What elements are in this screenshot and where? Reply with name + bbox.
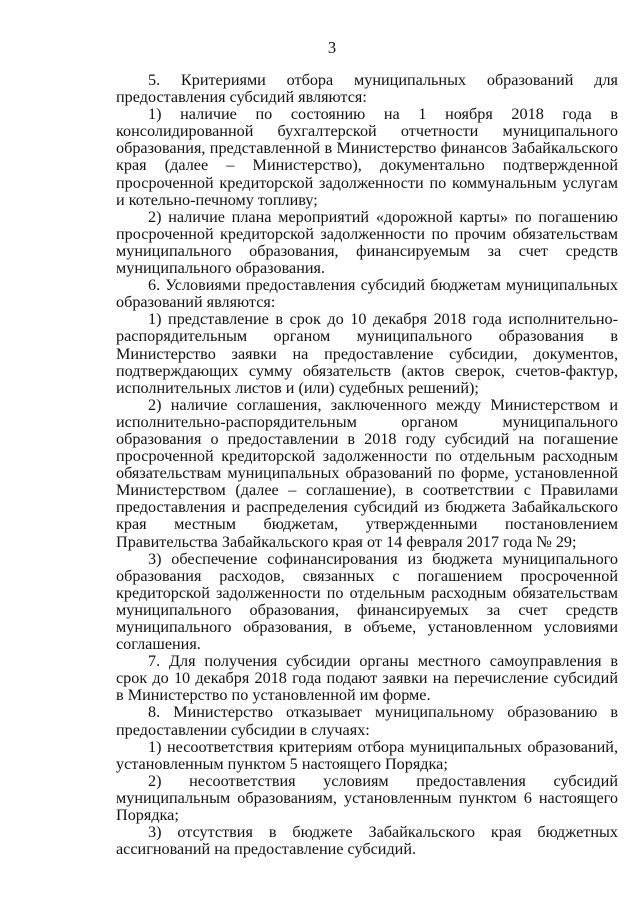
paragraph-5-item-1: 1) наличие по состоянию на 1 ноября 2018 года в консолидированной бухгалтерской отчетности муниципального образования, представленной в Министерство финансов Забайкальского края (далее – Министерство), документально подтвержденной просроченной кредиторской задолженности по коммунальным услугам и котельно-печному топливу; — [116, 105, 618, 209]
document-body — [116, 72, 618, 858]
paragraph-8-refusal: 8. Министерство отказывает муниципальному образованию в предоставлении субсидии в случаях: — [116, 703, 618, 739]
paragraph-6-item-2: 2) наличие соглашения, заключенного между Министерством и исполнительно-распорядительным органом муниципального образования о предоставлении в 2018 году субсидий на погашение просроченной кредиторской задолженности по отдельным расходным обязательствам муниципальных образований по форме, установленной Министерством (далее – соглашение), в соответствии с Правилами предоставления и распределения субсидий из бюджета Забайкальского края местным бюджетам, утвержденными постановлением Правительства Забайкальского края от 14 февраля 2017 года № 29; — [116, 395, 618, 551]
paragraph-8-item-1: 1) несоответствия критериям отбора муниципальных образований, установленным пунктом 5 настоящего Порядка; — [116, 737, 618, 773]
paragraph-8-item-3: 3) отсутствия в бюджете Забайкальского края бюджетных ассигнований на предоставление субсидий. — [116, 823, 618, 859]
paragraph-5-item-2: 2) наличие плана мероприятий «дорожной карты» по погашению просроченной кредиторской задолженности по прочим обязательствам муниципального образования, финансируемым за счет средств муниципального образования. — [116, 207, 618, 278]
page-number: 3 — [327, 38, 337, 57]
paragraph-7-application: 7. Для получения субсидии органы местного самоуправления в срок до 10 декабря 2018 года подают заявки на перечисление субсидий в Министерство по установленной им форме. — [116, 652, 618, 705]
paragraph-6-item-1: 1) представление в срок до 10 декабря 2018 года исполнительно-распорядительным органом муниципального образования в Министерство заявки на предоставление субсидии, документов, подтверждающих сумму обязательств (актов сверок, счетов-фактур, исполнительных листов и (или) судебных решений); — [116, 310, 618, 397]
paragraph-8-item-2: 2) несоответствия условиям предоставления субсидий муниципальным образованиям, установленным пунктом 6 настоящего Порядка; — [116, 771, 618, 825]
paragraph-6-conditions: 6. Условиями предоставления субсидий бюджетам муниципальных образований являются: — [116, 276, 618, 312]
paragraph-6-item-3: 3) обеспечение софинансирования из бюджета муниципального образования расходов, связанных с погашением просроченной кредиторской задолженности по отдельным расходным обязательствам муниципального образования, финансируемых за счет средств муниципального образования, в объеме, установленном условиями соглашения. — [116, 549, 618, 654]
paragraph-5-criteria: 5. Критериями отбора муниципальных образований для предоставления субсидий являются: — [116, 71, 618, 107]
